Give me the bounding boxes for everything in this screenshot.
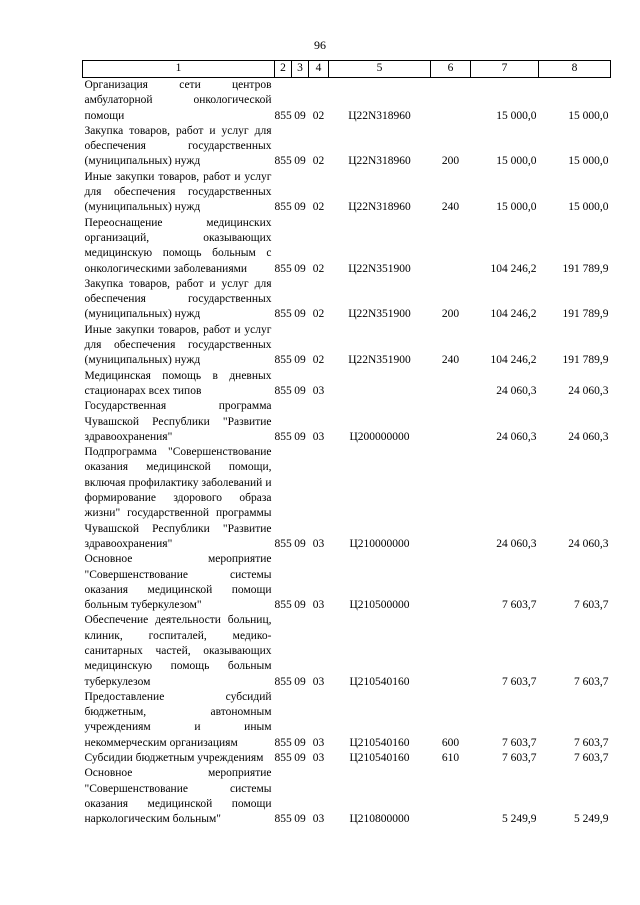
expense-type-code [431,78,471,124]
amount-year-2: 24 060,3 [568,430,609,443]
subsection-code: 03 [312,675,325,688]
table-row [83,124,611,170]
subsection-code: 03 [312,736,325,749]
budget-table [82,60,611,828]
subsection-code: 03 [312,813,325,826]
column-header: 8 [539,61,611,78]
admin-code: 855 [274,537,292,550]
amount-year-1: 104 246,2 [490,308,537,321]
row-name: Субсидии бюджетным учреждениям [84,752,264,765]
section-code: 09 [294,736,306,749]
amount-year-1: 104 246,2 [490,354,537,367]
row-name: Закупка товаров, работ и услуг для обеспечения государственных (муниципальных) нужд [84,124,272,168]
column-header: 2 [275,61,292,78]
target-article-code: Ц210500000 [349,599,410,612]
section-code: 09 [294,109,306,122]
table-body [83,78,611,828]
row-name: Обеспечение деятельности больниц, клиник, госпиталей, медико-санитарных частей, оказывающих медицинскую помощь больным туберкулезом [84,614,272,688]
row-name: Переоснащение медицинских организаций, оказывающих медицинскую помощь больным с онкологическими заболеваниями [84,216,272,275]
amount-year-2: 7 603,7 [574,599,609,612]
amount-year-1: 24 060,3 [496,384,537,397]
amount-year-2: 7 603,7 [574,675,609,688]
row-name: Медицинская помощь в дневных стационарах всех типов [84,369,272,397]
column-header: 3 [292,61,309,78]
amount-year-1: 104 246,2 [490,262,537,275]
table-row [83,323,611,369]
expense-type-code: 200 [441,308,460,321]
page-number: 96 [314,38,326,52]
expense-type-code: 240 [441,354,460,367]
subsection-code: 03 [312,752,325,765]
admin-code: 855 [274,736,292,749]
amount-year-2: 7 603,7 [574,736,609,749]
amount-year-1: 24 060,3 [496,430,537,443]
amount-year-1: 7 603,7 [502,599,537,612]
table-row [83,445,611,552]
amount-year-1: 15 000,0 [496,109,537,122]
section-code: 09 [294,354,306,367]
amount-year-2: 15 000,0 [568,201,609,214]
row-name: Предоставление субсидий бюджетным, автономным учреждениям и иным некоммерческим организациям [84,690,272,749]
target-article-code: Ц22N318960 [348,109,411,122]
section-code: 09 [294,308,306,321]
table-row [83,613,611,689]
expense-type-code [431,613,471,689]
section-code: 09 [294,155,306,168]
target-article-code: Ц22N351900 [348,354,411,367]
expense-type-code: 600 [441,736,460,749]
target-article-code [329,369,431,400]
table-row [83,690,611,751]
amount-year-2: 24 060,3 [568,537,609,550]
admin-code: 855 [274,201,292,214]
amount-year-2: 15 000,0 [568,155,609,168]
row-name: Закупка товаров, работ и услуг для обеспечения государственных (муниципальных) нужд [84,277,272,321]
expense-type-code [431,369,471,400]
table-row [83,552,611,613]
section-code: 09 [294,599,306,612]
subsection-code: 02 [312,354,325,367]
subsection-code: 02 [312,308,325,321]
subsection-code: 03 [312,384,325,397]
expense-type-code: 240 [441,201,460,214]
amount-year-2: 191 789,9 [562,308,609,321]
subsection-code: 03 [312,430,325,443]
target-article-code: Ц210800000 [349,813,410,826]
row-name: Основное мероприятие "Совершенствование системы оказания медицинской помощи больным туберкулезом" [84,553,272,612]
admin-code: 855 [274,430,292,443]
admin-code: 855 [274,675,292,688]
subsection-code: 02 [312,109,325,122]
row-name: Подпрограмма "Совершенствование оказания медицинской помощи, включая профилактику заболеваний и формирование здорового образа жизни" государственной программы Чувашской Республики "Развитие здравоохранения" [84,446,272,550]
target-article-code: Ц210540160 [349,752,410,765]
column-header: 1 [83,61,275,78]
amount-year-1: 5 249,9 [502,813,537,826]
admin-code: 855 [274,155,292,168]
row-name: Организация сети центров амбулаторной онкологической помощи [84,79,272,122]
amount-year-1: 24 060,3 [496,537,537,550]
target-article-code: Ц22N351900 [348,308,411,321]
section-code: 09 [294,430,306,443]
amount-year-1: 15 000,0 [496,201,537,214]
amount-year-2: 15 000,0 [568,109,609,122]
table-row [83,751,611,766]
row-name: Государственная программа Чувашской Республики "Развитие здравоохранения" [84,400,272,443]
column-header: 7 [471,61,539,78]
target-article-code: Ц210540160 [349,675,410,688]
section-code: 09 [294,813,306,826]
admin-code: 855 [274,308,292,321]
row-name: Иные закупки товаров, работ и услуг для обеспечения государственных (муниципальных) нужд [84,323,272,367]
column-header: 5 [329,61,431,78]
row-name: Иные закупки товаров, работ и услуг для обеспечения государственных (муниципальных) нужд [84,170,272,214]
amount-year-1: 7 603,7 [502,675,537,688]
table-row [83,216,611,277]
amount-year-1: 7 603,7 [502,736,537,749]
subsection-code: 03 [312,537,325,550]
subsection-code: 03 [312,599,325,612]
admin-code: 855 [274,752,292,765]
table-row [83,170,611,216]
table-row [83,399,611,445]
amount-year-2: 191 789,9 [562,262,609,275]
table-row [83,78,611,124]
amount-year-2: 7 603,7 [574,752,609,765]
amount-year-2: 24 060,3 [568,384,609,397]
expense-type-code: 610 [441,752,460,765]
amount-year-2: 191 789,9 [562,354,609,367]
amount-year-1: 15 000,0 [496,155,537,168]
amount-year-2: 5 249,9 [574,813,609,826]
expense-type-code [431,445,471,552]
column-header: 6 [431,61,471,78]
expense-type-code [431,766,471,827]
target-article-code: Ц22N318960 [348,155,411,168]
column-header: 4 [309,61,329,78]
target-article-code: Ц22N318960 [348,201,411,214]
table-row [83,766,611,827]
admin-code: 855 [274,109,292,122]
section-code: 09 [294,201,306,214]
row-name: Основное мероприятие "Совершенствование системы оказания медицинской помощи наркологическим больным" [84,767,272,826]
subsection-code: 02 [312,262,325,275]
admin-code: 855 [274,384,292,397]
expense-type-code [431,552,471,613]
admin-code: 855 [274,354,292,367]
target-article-code: Ц200000000 [349,430,410,443]
target-article-code: Ц210540160 [349,736,410,749]
section-code: 09 [294,384,306,397]
subsection-code: 02 [312,201,325,214]
expense-type-code [431,399,471,445]
table-header-row [83,61,611,78]
subsection-code: 02 [312,155,325,168]
expense-type-code [431,216,471,277]
table-row [83,369,611,400]
table-row [83,277,611,323]
section-code: 09 [294,537,306,550]
admin-code: 855 [274,262,292,275]
section-code: 09 [294,752,306,765]
target-article-code: Ц210000000 [349,537,410,550]
target-article-code: Ц22N351900 [348,262,411,275]
admin-code: 855 [274,813,292,826]
expense-type-code: 200 [441,155,460,168]
section-code: 09 [294,675,306,688]
admin-code: 855 [274,599,292,612]
amount-year-1: 7 603,7 [502,752,537,765]
section-code: 09 [294,262,306,275]
